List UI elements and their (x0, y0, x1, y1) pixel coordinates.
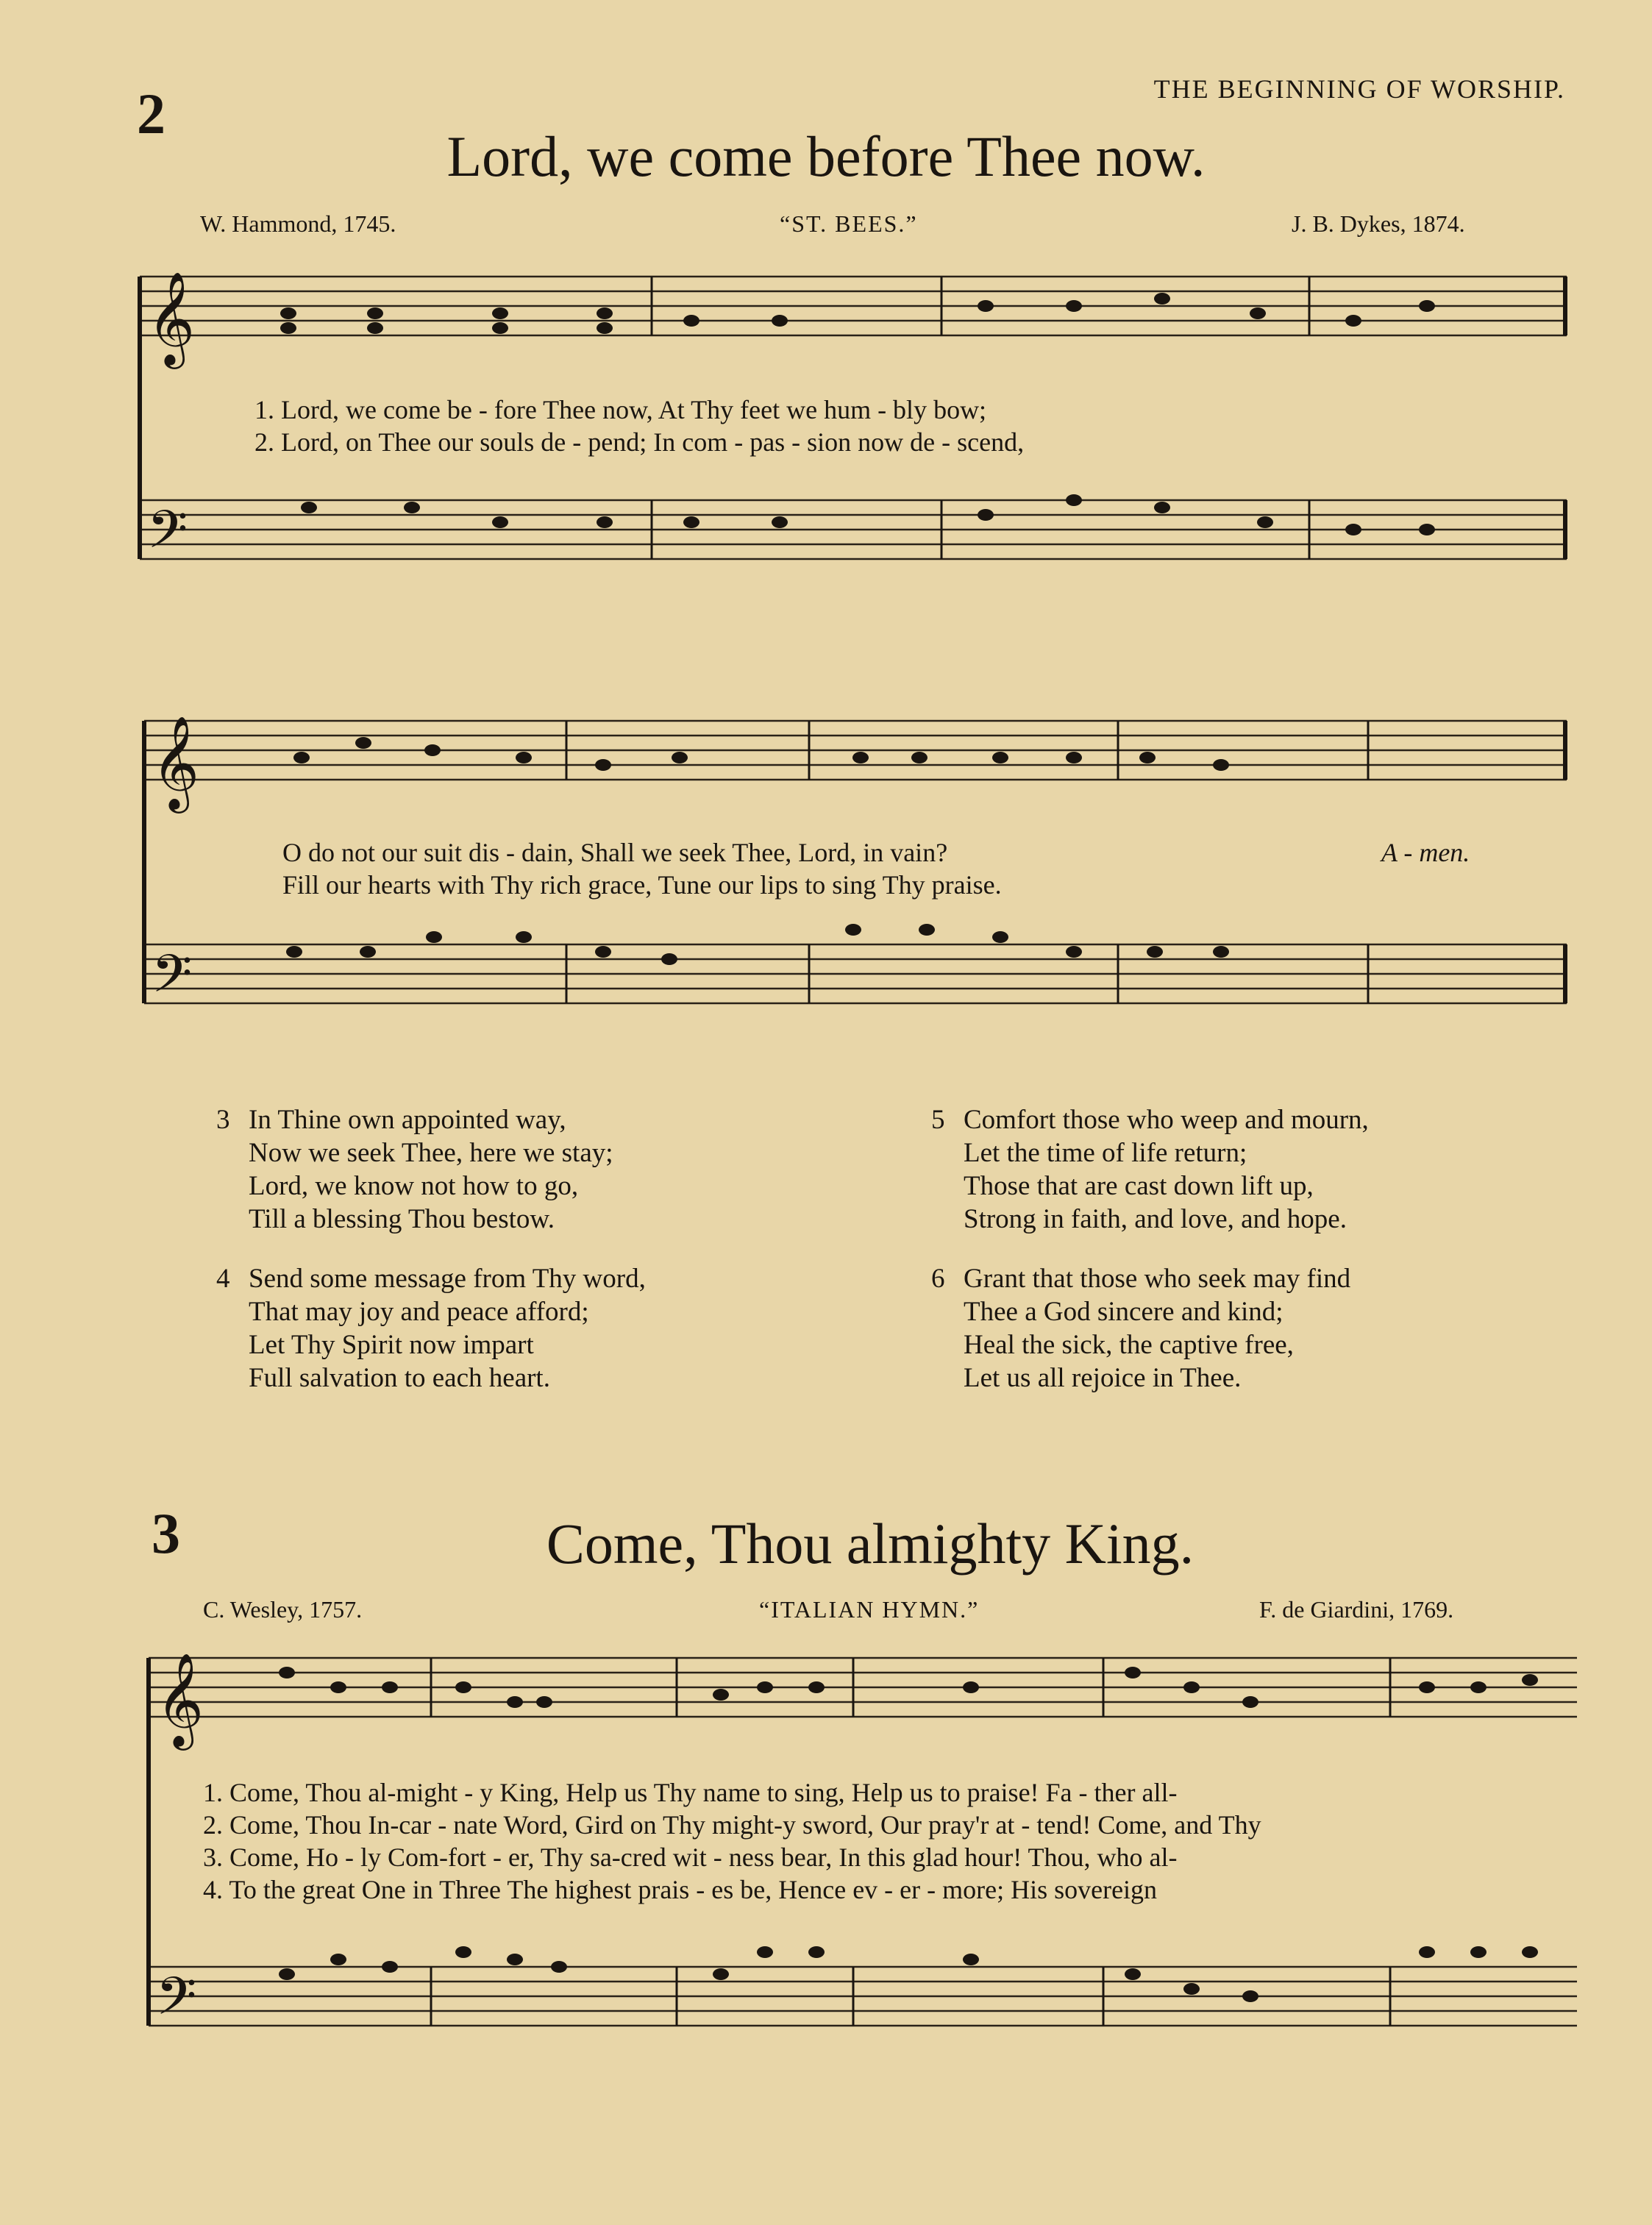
stanza-line: Send some message from Thy word, (249, 1264, 646, 1294)
staff-lines (140, 277, 1567, 335)
stanza (216, 1103, 646, 1236)
hymn-title: Lord, we come before Thee now. (446, 124, 1206, 188)
svg-text:𝄢: 𝄢 (156, 1966, 197, 2040)
verse-line: 3. Come, Ho - ly Com-fort - er, Thy sa-cred wit - ness bear, In this glad hour! Thou, who al- (203, 1843, 1178, 1872)
svg-text:𝄞: 𝄞 (152, 715, 200, 809)
stanza-number: 6 (931, 1264, 945, 1294)
hymn-number: 2 (137, 82, 165, 146)
stanza-line: In Thine own appointed way, (249, 1105, 566, 1135)
stanza-line: Comfort those who weep and mourn, (964, 1105, 1369, 1135)
stanza-column-left (216, 1103, 646, 1421)
verse-line: Fill our hearts with Thy rich grace, Tune our lips to sing Thy praise. (282, 870, 1002, 900)
stanza-line: Strong in faith, and love, and hope. (964, 1204, 1347, 1234)
svg-text:𝄞: 𝄞 (156, 1652, 204, 1746)
svg-text:𝄞: 𝄞 (147, 271, 196, 365)
stanza-number: 5 (931, 1105, 945, 1135)
stanza-number: 4 (216, 1264, 230, 1294)
stanza-line: Thee a God sincere and kind; (964, 1297, 1283, 1327)
hymn-tune: “ST. BEES.” (780, 210, 918, 237)
hymn-composer: F. de Giardini, 1769. (1259, 1596, 1454, 1623)
svg-text:𝄢: 𝄢 (147, 499, 188, 573)
verse-line: 2. Lord, on Thee our souls de - pend; In com - pas - sion now de - scend, (254, 427, 1025, 457)
stanza-line: Let us all rejoice in Thee. (964, 1363, 1242, 1393)
stanza-line: Lord, we know not how to go, (249, 1171, 579, 1201)
hymn-composer: J. B. Dykes, 1874. (1292, 210, 1465, 237)
stanza-number: 3 (216, 1105, 230, 1135)
stanza-line: Heal the sick, the captive free, (964, 1330, 1294, 1360)
amen-label: A - men. (1381, 838, 1470, 867)
verse-line: 2. Come, Thou In-car - nate Word, Gird on Thy might-y sword, Our pray'r at - tend! Come, and Thy (203, 1810, 1261, 1840)
hymn-tune: “ITALIAN HYMN.” (759, 1596, 980, 1623)
stanza-column-right (931, 1103, 1369, 1421)
stanza-line: Now we seek Thee, here we stay; (249, 1138, 613, 1168)
stanza-line: That may joy and peace afford; (249, 1297, 589, 1327)
stanza-line: Full salvation to each heart. (249, 1363, 550, 1393)
stanza-line: Those that are cast down lift up, (964, 1171, 1314, 1201)
hymn-title: Come, Thou almighty King. (546, 1512, 1195, 1576)
verse-line: O do not our suit dis - dain, Shall we seek Thee, Lord, in vain? (282, 838, 948, 867)
verse-line: 1. Come, Thou al-might - y King, Help us Thy name to sing, Help us to praise! Fa - ther all- (203, 1778, 1178, 1807)
stanza-line: Let the time of life return; (964, 1138, 1247, 1168)
hymn-number: 3 (152, 1501, 180, 1565)
svg-text:𝄢: 𝄢 (152, 944, 193, 1017)
hymn-author: W. Hammond, 1745. (200, 210, 396, 237)
stanza (931, 1103, 1369, 1236)
verse-line: 4. To the great One in Three The highest prais - es be, Hence ev - er - more; His sovereign (203, 1875, 1158, 1904)
stanza-line: Grant that those who seek may find (964, 1264, 1351, 1294)
stanza-line: Let Thy Spirit now impart (249, 1330, 534, 1360)
stanza (216, 1262, 646, 1395)
stanza (931, 1262, 1369, 1395)
verse-line: 1. Lord, we come be - fore Thee now, At Thy feet we hum - bly bow; (254, 395, 987, 424)
hymn-author: C. Wesley, 1757. (203, 1596, 363, 1623)
running-head: THE BEGINNING OF WORSHIP. (1153, 74, 1565, 104)
stanza-line: Till a blessing Thou bestow. (249, 1204, 555, 1234)
